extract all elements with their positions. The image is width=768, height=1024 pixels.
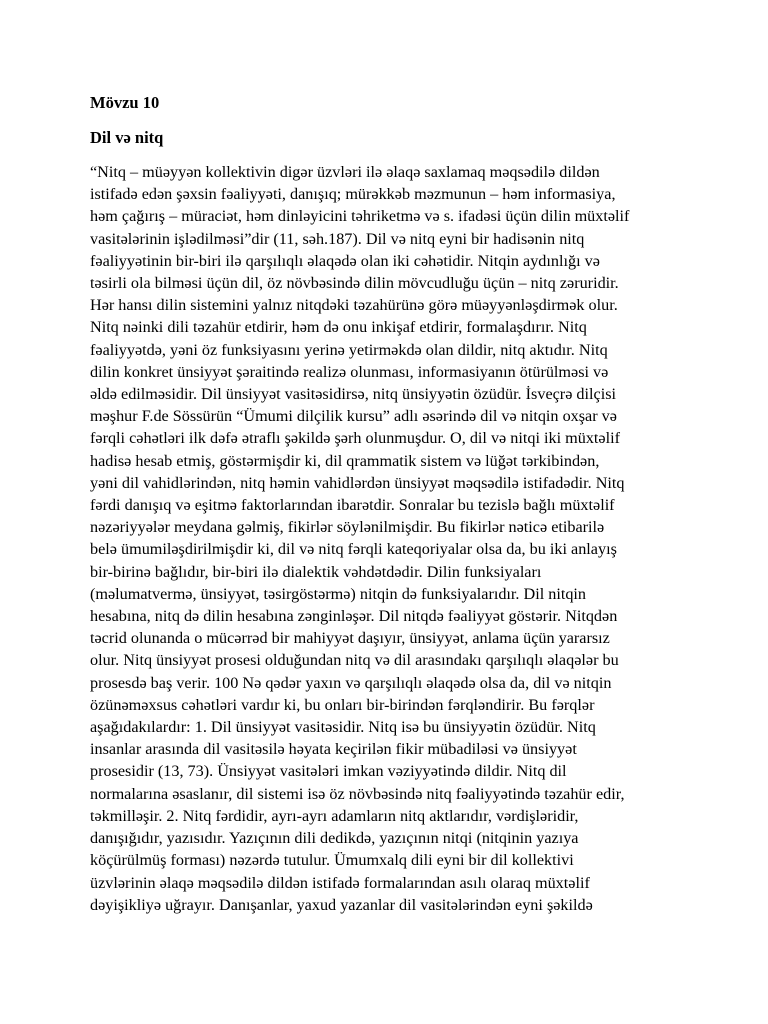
text-line: olur. Nitq ünsiyyət prosesi olduğundan nitq və dil arasındakı qarşılıqlı əlaqələr bu xyxy=(90,651,619,670)
text-line: aşağıdakılardır: 1. Dil ünsiyyət vasitəsidir. Nitq isə bu ünsiyyətin özüdür. Nitq xyxy=(90,718,596,737)
text-line: fəaliyyətdə, yəni öz funksiyasını yerinə yetirməkdə olan dildir, nitq aktıdır. Nitq xyxy=(90,340,608,359)
text-line: nəzəriyyələr meydana gəlmiş, fikirlər söylənilmişdir. Bu fikirlər nəticə etibarilə xyxy=(90,518,605,537)
text-line: insanlar arasında dil vasitəsilə həyata keçirilən fikir mübadiləsi və ünsiyyət xyxy=(90,740,577,759)
text-line: hesabına, nitq də dilin hesabına zənginləşər. Dil nitqdə fəaliyyət göstərir. Nitqdən xyxy=(90,607,618,626)
text-line: “Nitq – müəyyən kollektivin digər üzvləri ilə əlaqə saxlamaq məqsədilə dildən xyxy=(90,163,600,181)
text-line: dəyişikliyə uğrayır. Danışanlar, yaxud yazanlar dil vasitələrindən eyni şəkildə xyxy=(90,895,593,914)
body-paragraph xyxy=(90,161,690,916)
text-line: Hər hansı dilin sistemini yalnız nitqdəki təzahürünə görə müəyyənləşdirmək olur. xyxy=(90,296,618,315)
topic-heading: Mövzu 10 xyxy=(90,93,160,112)
text-line: istifadə edən şəxsin fəaliyyəti, danışıq; mürəkkəb məzmunun – həm informasiya, xyxy=(90,185,616,204)
text-line: yəni dil vahidlərindən, nitq həmin vahidlərdən ünsiyyət məqsədilə istifadədir. Nitq xyxy=(90,473,625,492)
text-line: normalarına əsaslanır, dil sistemi isə öz növbəsində nitq fəaliyyətində təzahür edir, xyxy=(90,784,625,803)
section-title: Dil və nitq xyxy=(90,128,164,147)
text-line: prosesdə baş verir. 100 Nə qədər yaxın və qarşılıqlı əlaqədə olsa da, dil və nitqin xyxy=(90,673,612,692)
text-line: həm çağırış – müraciət, həm dinləyicini təhriketmə və s. ifadəsi üçün dilin müxtəlif xyxy=(90,207,630,226)
text-line: dilin konkret ünsiyyət şəraitində realizə olunması, informasiyanın ötürülməsi və xyxy=(90,362,609,381)
text-line: (məlumatvermə, ünsiyyət, təsirgöstərmə) nitqin də funksiyalarıdır. Dil nitqin xyxy=(90,584,587,603)
text-line: bir-birinə bağlıdır, bir-biri ilə dialektik vəhdətdədir. Dilin funksiyaları xyxy=(90,562,542,581)
text-line: fərdi danışıq və eşitmə faktorlarından ibarətdir. Sonralar bu tezislə bağlı müxtəlif xyxy=(90,496,615,515)
text-line: əldə edilməsidir. Dil ünsiyyət vasitəsidirsə, nitq ünsiyyətin özüdür. İsveçrə dilçisi xyxy=(90,385,616,404)
text-line: prosesidir (13, 73). Ünsiyyət vasitələri imkan vəziyyətində dildir. Nitq dil xyxy=(90,762,567,781)
text-line: fəaliyyətinin bir-biri ilə qarşılıqlı əlaqədə olan iki cəhətidir. Nitqin aydınlığı və xyxy=(90,251,600,270)
text-line: təkmilləşir. 2. Nitq fərdidir, ayrı-ayrı adamların nitq aktlarıdır, vərdişləridir, xyxy=(90,806,579,825)
text-line: danışığıdır, yazısıdır. Yazıçının dili dedikdə, yazıçının nitqi (nitqinin yazıya xyxy=(90,829,579,848)
text-line: fərqli cəhətləri ilk dəfə ətraflı şəkildə şərh olunmuşdur. O, dil və nitqi iki müxtəlif xyxy=(90,429,620,448)
text-line: üzvlərinin əlaqə məqsədilə dildən istifadə formalarından asılı olaraq müxtəlif xyxy=(90,873,590,892)
text-line: Nitq nəinki dili təzahür etdirir, həm də onu inkişaf etdirir, formalaşdırır. Nitq xyxy=(90,318,587,337)
text-line: özünəməxsus cəhətləri vardır ki, bu onları bir-birindən fərqləndirir. Bu fərqlər xyxy=(90,695,595,714)
text-line: təsirli ola bilməsi üçün dil, öz növbəsində dilin mövcudluğu üçün – nitq zəruridir. xyxy=(90,274,619,293)
document-page xyxy=(90,92,690,916)
text-line: köçürülmüş forması) nəzərdə tutulur. Ümumxalq dili eyni bir dil kollektivi xyxy=(90,851,574,870)
text-line: belə ümumiləşdirilmişdir ki, dil və nitq fərqli kateqoriyalar olsa da, bu iki anlayış xyxy=(90,540,617,559)
text-line: məşhur F.de Sössürün “Ümumi dilçilik kursu” adlı əsərində dil və nitqin oxşar və xyxy=(90,407,617,426)
text-line: vasitələrinin işlədilməsi”dir (11, səh.187). Dil və nitq eyni bir hadisənin nitq xyxy=(90,229,585,248)
text-line: hadisə hesab etmiş, göstərmişdir ki, dil qrammatik sistem və lüğət tərkibindən, xyxy=(90,451,600,470)
text-line: təcrid olunanda o mücərrəd bir mahiyyət daşıyır, ünsiyyət, anlama üçün yararsız xyxy=(90,629,610,648)
